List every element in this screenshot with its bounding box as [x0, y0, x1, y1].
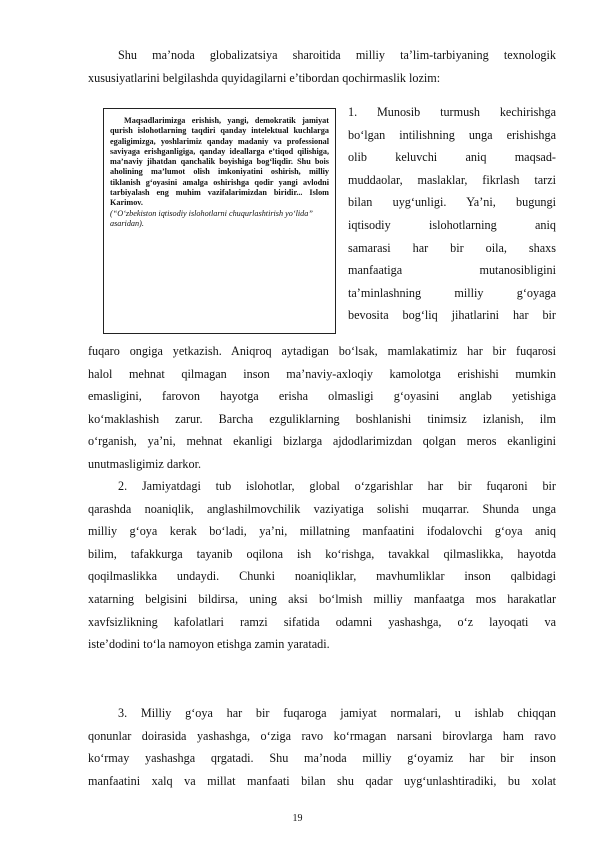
text-line: qoqilmaslikka undaydi. Chunki noaniqliklar, mavhumliklar inson qalbidagi: [88, 569, 556, 584]
text-line: emasligini, farovon hayotga erisha olmasligi g‘oyasini anglab yetishiga: [88, 389, 556, 404]
text-line: milliy g‘oya kerak bo‘ladi, ya’ni, millatning manfaatini ifodalovchi g‘oya aniq: [88, 524, 556, 539]
text-line: o‘rganish, ya’ni, mehnat ekanligi bizlarga ajdodlarimizdan qolgan meros ekanligini: [88, 434, 556, 449]
item-1-right-column: [348, 101, 556, 327]
text-line: iqtisodiy islohotlarning aniq: [348, 217, 556, 232]
quote-source: (“O‘zbekiston iqtisodiy islohotlarni chuqurlashtirish yo‘lida” asaridan).: [110, 208, 313, 228]
text-line: manfaatiga mutanosibligini: [348, 263, 556, 278]
text-line: bilan uyg‘unligi. Ya’ni, bugungi: [348, 195, 556, 210]
text-line: halol mehnat qilmagan inson ma’naviy-axloqiy kamolotga erishishi mumkin: [88, 366, 556, 381]
page-number: 19: [292, 813, 303, 824]
text-line: ko‘maklashish zarur. Barcha ezguliklarning boshlanishi tinimsiz izlanish, ilm: [88, 411, 556, 426]
item-2-paragraph: [88, 475, 556, 656]
text-line: xavfsizlikning kafolatlari ramzi sifatida odamni yashashga, o‘z layoqati va: [88, 614, 556, 629]
text-line: iste’dodini to‘la namoyon etishga zamin yaratadi.: [88, 637, 330, 652]
text-line: olib keluvchi aniq maqsad-: [348, 150, 556, 165]
text-line: xususiyatlarini belgilashda quyidagilarni e’tibordan qochirmaslik lozim:: [88, 70, 441, 85]
text-line: qonunlar doirasida yashashga, o‘ziga ravo ko‘rmagan narsani birovlarga ham ravo: [88, 728, 556, 743]
text-line: ko‘rmay yashashga qrgatadi. Shu ma’noda milliy g‘oyamiz har bir inson: [88, 751, 556, 766]
text-line: xatarning belgisini bildirsa, uning aksi bo‘lmish milliy manfaatga mos harakatlar: [88, 591, 556, 606]
quote-box: [103, 108, 336, 334]
item-1-continuation: [88, 340, 556, 476]
text-line: Shu ma’noda globalizatsiya sharoitida milliy ta’lim-tarbiyaning texnologik: [118, 48, 556, 62]
text-line: fuqaro ongiga yetkazish. Aniqroq aytadigan bo‘lsak, mamlakatimiz har bir fuqarosi: [88, 344, 556, 358]
text-line: samarasi har bir oila, shaxs: [348, 240, 556, 255]
text-line: unutmasligimiz darkor.: [88, 456, 202, 471]
text-line: bilim, tafakkurga tayanib oqilona ish ko‘rishga, tavakkal qilmaslikka, hayotda: [88, 546, 556, 561]
intro-paragraph: [88, 44, 556, 89]
text-line: muddaolar, maslaklar, fikrlash tarzi: [348, 172, 556, 187]
text-line: 1. Munosib turmush kechirishga: [348, 105, 556, 119]
item-3-paragraph: [88, 702, 556, 792]
text-line: manfaatini xalq va millat manfaati bilan shu qadar uyg‘unlashtiradiki, bu xolat: [88, 773, 556, 788]
text-line: qarashda noaniqlik, anglashilmovchilik vaziyatiga solishi muqarrar. Shunda unga: [88, 501, 556, 516]
quote-text: Maqsadlarimizga erishish, yangi, demokratik jamiyat qurish islohotlarning taqdiri qanday intelektual kuchlarga egaligimizga, yoshlarimiz qanday madaniy va professional saviyaga erishganligiga, qanday ideallarga e’tiqod qilishiga, ma’naviy jihatdan qanchalik boyishiga bog‘liqdir. Shu bois aholining ma’lumot olish imkoniyatini oshirish, milliy tiklanish g‘oyasini amalga oshirishga qodir yangi avlodni tarbiyalash eng muhim vazifalarimizdan biridir... Islom Karimov.: [110, 116, 329, 208]
text-line: 3. Milliy g‘oya har bir fuqaroga jamiyat normalari, u ishlab chiqqan: [118, 706, 556, 720]
text-line: ta’minlashning milliy g‘oyaga: [348, 285, 556, 300]
text-line: 2. Jamiyatdagi tub islohotlar, global o‘zgarishlar har bir fuqaroni bir: [118, 479, 556, 493]
text-line: bevosita bog‘liq jihatlarini har bir: [348, 308, 556, 323]
text-line: bo‘lgan intilishning unga erishishga: [348, 127, 556, 142]
